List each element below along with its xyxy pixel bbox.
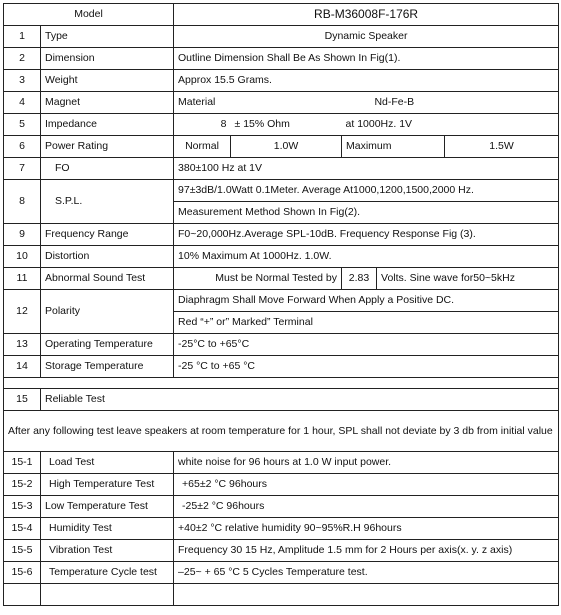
note-row: [4, 411, 559, 452]
table-row: [4, 224, 559, 246]
impedance-tolerance: ± 15% Ohm: [231, 114, 342, 136]
row-item: Low Temperature Test: [41, 496, 174, 518]
model-label: Model: [4, 4, 174, 26]
table-row: [4, 268, 559, 290]
spacer-row: [4, 378, 559, 389]
polarity-line-1: Diaphragm Shall Move Forward When Apply a Positive DC.: [178, 294, 455, 306]
row-item: Frequency Range: [41, 224, 174, 246]
magnet-material-label: Material: [174, 92, 231, 114]
row-spec: 380±100 Hz at 1V: [174, 158, 559, 180]
table-row: [4, 246, 559, 268]
row-spec: +65±2 °C 96hours: [174, 474, 559, 496]
magnet-material-value: Nd-Fe-B: [231, 92, 559, 114]
power-normal-value: 1.0W: [231, 136, 342, 158]
spacer-cell: [4, 378, 41, 389]
row-spec: F0~20,000Hz.Average SPL-10dB. Frequency Response Fig (3).: [174, 224, 559, 246]
header-row: [4, 4, 559, 26]
row-spec: [174, 180, 559, 224]
row-spec: Approx 15.5 Grams.: [174, 70, 559, 92]
section-title: Reliable Test: [41, 389, 559, 411]
row-item: Magnet: [41, 92, 174, 114]
row-item: High Temperature Test: [41, 474, 174, 496]
row-number: 9: [4, 224, 41, 246]
spec-sheet: [3, 3, 558, 612]
row-item: Humidity Test: [41, 518, 174, 540]
row-item: Temperature Cycle test: [41, 562, 174, 584]
table-row: [4, 26, 559, 48]
row-number: 5: [4, 114, 41, 136]
row-item: Weight: [41, 70, 174, 92]
row-number: 12: [4, 290, 41, 334]
power-normal-label: Normal: [174, 136, 231, 158]
row-spec: +40±2 °C relative humidity 90~95%R.H 96hours: [174, 518, 559, 540]
row-number: 15-2: [4, 474, 41, 496]
table-row: [4, 389, 559, 411]
table-row: [4, 474, 559, 496]
row-spec: Frequency 30 15 Hz, Amplitude 1.5 mm for 2 Hours per axis(x. y. z axis): [174, 540, 559, 562]
model-value: RB-M36008F-176R: [174, 4, 559, 26]
row-number: 15: [4, 389, 41, 411]
row-number: 15-1: [4, 452, 41, 474]
row-item: Polarity: [41, 290, 174, 334]
spl-line-1: 97±3dB/1.0Watt 0.1Meter. Average At1000,1200,1500,2000 Hz.: [178, 184, 474, 196]
row-item: S.P.L.: [41, 180, 174, 224]
row-number: 14: [4, 356, 41, 378]
row-spec: -25°C to +65°C: [174, 334, 559, 356]
spec-table: [3, 3, 559, 606]
row-item: Power Rating: [41, 136, 174, 158]
row-number: 3: [4, 70, 41, 92]
row-spec: Outline Dimension Shall Be As Shown In Fig(1).: [174, 48, 559, 70]
empty-cell: [4, 584, 41, 606]
row-number: 15-3: [4, 496, 41, 518]
spl-line-2: Measurement Method Shown In Fig(2).: [174, 201, 558, 223]
power-maximum-label: Maximum: [342, 136, 445, 158]
table-row: [4, 496, 559, 518]
table-row: [4, 114, 559, 136]
table-row: [4, 356, 559, 378]
row-number: 15-5: [4, 540, 41, 562]
impedance-value: 8: [174, 114, 231, 136]
row-spec: white noise for 96 hours at 1.0 W input power.: [174, 452, 559, 474]
table-row: [4, 48, 559, 70]
row-number: 1: [4, 26, 41, 48]
row-number: 11: [4, 268, 41, 290]
row-number: 10: [4, 246, 41, 268]
polarity-line-2: Red “+” or” Marked” Terminal: [174, 311, 558, 333]
empty-cell: [41, 584, 174, 606]
abnormal-sound-text: Must be Normal Tested by: [174, 268, 342, 290]
row-number: 2: [4, 48, 41, 70]
row-item: Vibration Test: [41, 540, 174, 562]
row-number: 4: [4, 92, 41, 114]
row-item: Type: [41, 26, 174, 48]
table-row: [4, 334, 559, 356]
empty-cell: [174, 584, 559, 606]
table-row: [4, 158, 559, 180]
row-item: Load Test: [41, 452, 174, 474]
spacer-cell: [41, 378, 559, 389]
row-spec: Dynamic Speaker: [174, 26, 559, 48]
impedance-condition: at 1000Hz. 1V: [342, 114, 559, 136]
table-row: [4, 562, 559, 584]
row-item: Impedance: [41, 114, 174, 136]
row-number: 15-4: [4, 518, 41, 540]
row-spec: –25~ + 65 °C 5 Cycles Temperature test.: [174, 562, 559, 584]
table-row: [4, 92, 559, 114]
row-item: Abnormal Sound Test: [41, 268, 174, 290]
table-row: [4, 290, 559, 334]
power-maximum-value: 1.5W: [445, 136, 559, 158]
table-row: [4, 70, 559, 92]
row-item: FO: [41, 158, 174, 180]
row-number: 6: [4, 136, 41, 158]
abnormal-sound-voltage: 2.83: [342, 268, 377, 290]
row-spec: [174, 290, 559, 334]
row-spec: -25 °C to +65 °C: [174, 356, 559, 378]
row-number: 13: [4, 334, 41, 356]
row-spec: 10% Maximum At 1000Hz. 1.0W.: [174, 246, 559, 268]
table-row: [4, 136, 559, 158]
empty-row: [4, 584, 559, 606]
row-number: 15-6: [4, 562, 41, 584]
abnormal-sound-condition: Volts. Sine wave for50~5kHz: [377, 268, 559, 290]
table-row: [4, 518, 559, 540]
reliable-note: After any following test leave speakers at room temperature for 1 hour, SPL shall not deviate by 3 db from initial value: [4, 411, 559, 452]
row-item: Storage Temperature: [41, 356, 174, 378]
row-number: 7: [4, 158, 41, 180]
table-row: [4, 180, 559, 224]
row-item: Operating Temperature: [41, 334, 174, 356]
row-item: Distortion: [41, 246, 174, 268]
table-row: [4, 540, 559, 562]
row-number: 8: [4, 180, 41, 224]
row-spec: -25±2 °C 96hours: [174, 496, 559, 518]
row-item: Dimension: [41, 48, 174, 70]
table-row: [4, 452, 559, 474]
